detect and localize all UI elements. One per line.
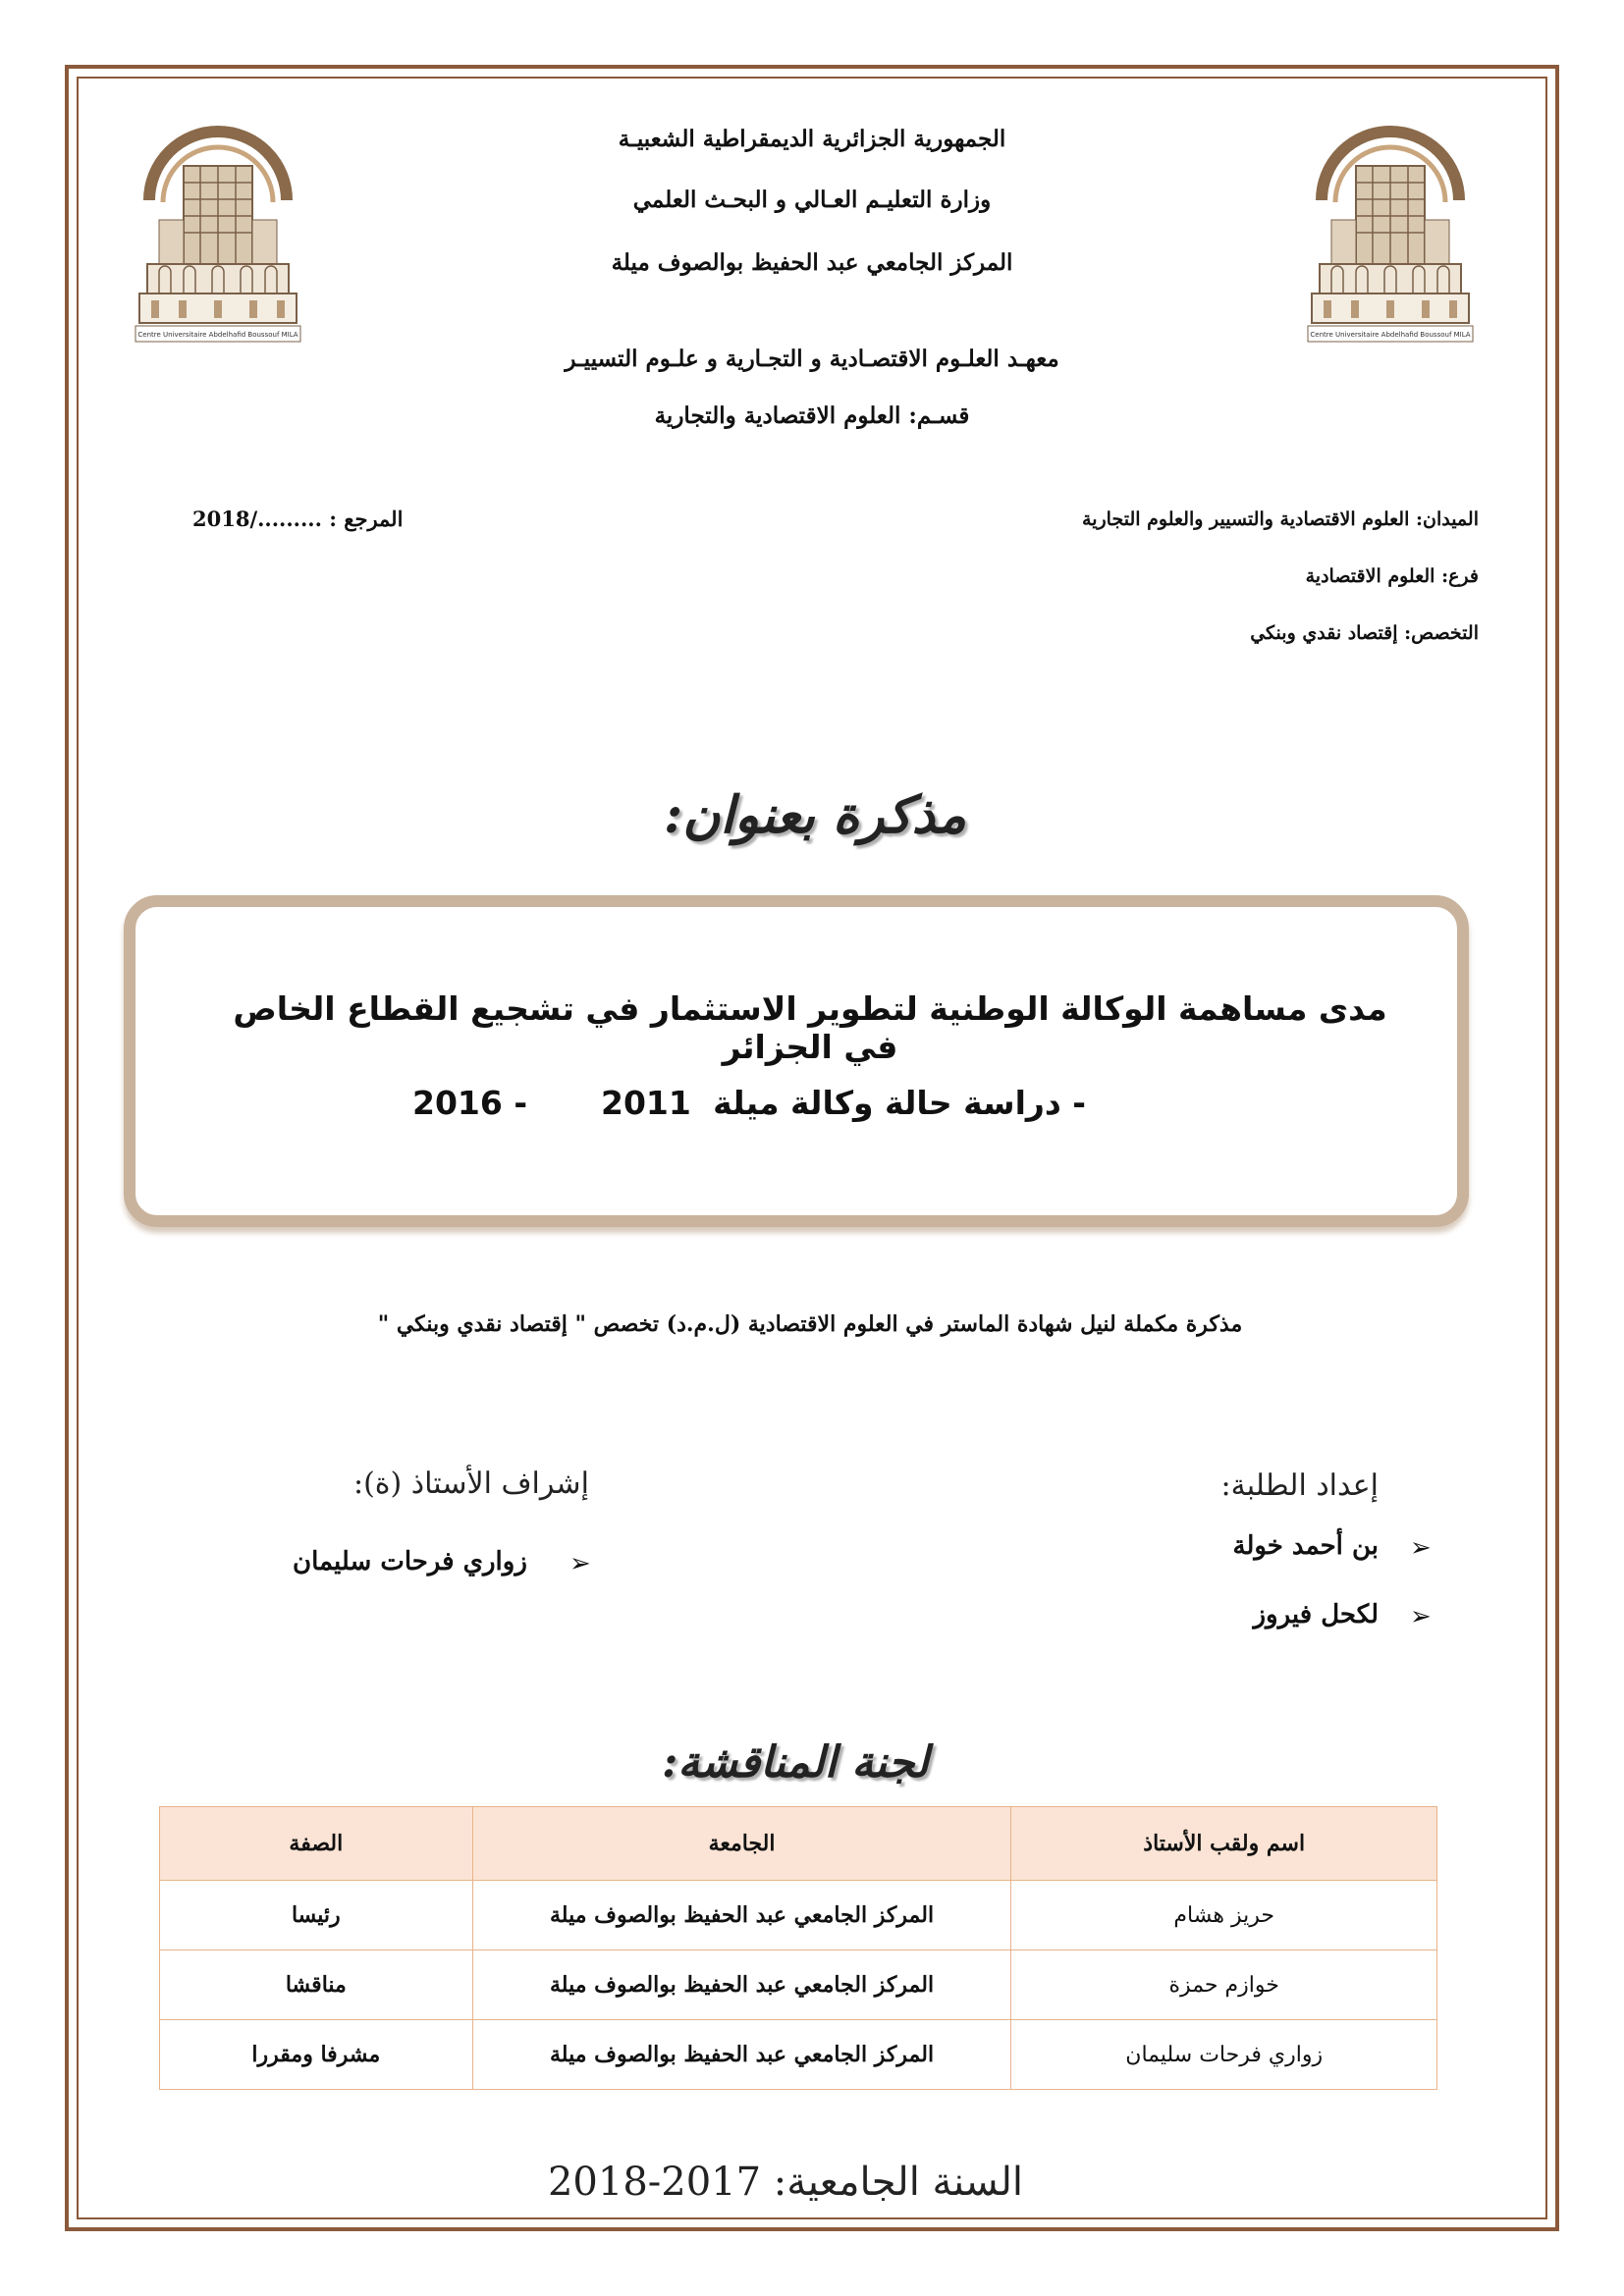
logo-caption-left: Centre Universitaire Abdelhafid Boussouf MILA [137, 331, 298, 339]
member-university: المركز الجامعي عبد الحفيظ بوالصوف ميلة [472, 2020, 1011, 2090]
member-university: المركز الجامعي عبد الحفيظ بوالصوف ميلة [472, 1881, 1011, 1950]
student-name-1: بن أحمد خولة [1232, 1531, 1379, 1561]
specialty-info: التخصص: إقتصاد نقدي وبنكي [1250, 622, 1479, 644]
ministry-name: وزارة التعليـم العـالي و البحـث العلمي [632, 187, 992, 213]
students-label: إعداد الطلبة: [1220, 1468, 1379, 1503]
arrow-icon: ➢ [1410, 1533, 1432, 1563]
member-name: زواري فرحات سليمان [1011, 2020, 1437, 2090]
arrow-icon: ➢ [569, 1549, 591, 1578]
column-header-role: الصفة [160, 1807, 473, 1881]
student-name-2: لكحل فيروز [1253, 1600, 1379, 1629]
logo-caption-right: Centre Universitaire Abdelhafid Boussouf MILA [1310, 331, 1471, 339]
table-row [160, 1950, 1437, 2020]
committee-table [159, 1806, 1437, 2090]
year-end: 2016 - [412, 1084, 528, 1122]
committee-heading: لجنة المناقشة: [662, 1737, 929, 1788]
university-logo-left [130, 112, 306, 347]
member-name: حريز هشام [1011, 1881, 1437, 1950]
column-header-name: اسم ولقب الأستاذ [1011, 1807, 1437, 1881]
table-row [160, 2020, 1437, 2090]
member-name: خوازم حمزة [1011, 1950, 1437, 2020]
university-logo-right [1302, 112, 1479, 347]
member-university: المركز الجامعي عبد الحفيظ بوالصوف ميلة [472, 1950, 1011, 2020]
university-name: المركز الجامعي عبد الحفيظ بوالصوف ميلة [611, 249, 1013, 276]
institute-name: معهـد العلـوم الاقتصـادية و التجـارية و علـوم التسييـر [565, 346, 1059, 372]
reference-number: المرجع : ........./2018 [192, 507, 404, 531]
column-header-university: الجامعة [472, 1807, 1011, 1881]
arrow-icon: ➢ [1410, 1602, 1432, 1631]
republic-name: الجمهورية الجزائرية الديمقراطية الشعبيـة [618, 126, 1006, 152]
supervisor-name: زواري فرحات سليمان [293, 1547, 527, 1576]
table-header-row [160, 1807, 1437, 1881]
field-info: الميدان: العلوم الاقتصادية والتسيير والعلوم التجارية [1082, 508, 1479, 530]
member-role: مشرفا ومقررا [160, 2020, 473, 2090]
branch-info: فرع: العلوم الاقتصادية [1305, 565, 1479, 587]
member-role: رئيسا [160, 1881, 473, 1950]
year-start: 2011 [601, 1084, 691, 1122]
table-row [160, 1881, 1437, 1950]
department-name: قسـم: العلوم الاقتصادية والتجارية [654, 402, 970, 429]
supervisor-label: إشراف الأستاذ (ة): [353, 1467, 589, 1501]
thesis-title: مدى مساهمة الوكالة الوطنية لتطوير الاستثمار في تشجيع القطاع الخاص في الجزائر [233, 989, 1387, 1066]
member-role: مناقشا [160, 1950, 473, 2020]
memo-heading: مذكرة بعنوان: [664, 785, 966, 845]
academic-year: السنة الجامعية: 2017-2018 [547, 2160, 1024, 2205]
thesis-description: مذكرة مكملة لنيل شهادة الماستر في العلوم الاقتصادية (ل.م.د) تخصص " إقتصاد نقدي وبنكي " [377, 1311, 1243, 1337]
case-study-label: - دراسة حالة وكالة ميلة [713, 1084, 1086, 1122]
